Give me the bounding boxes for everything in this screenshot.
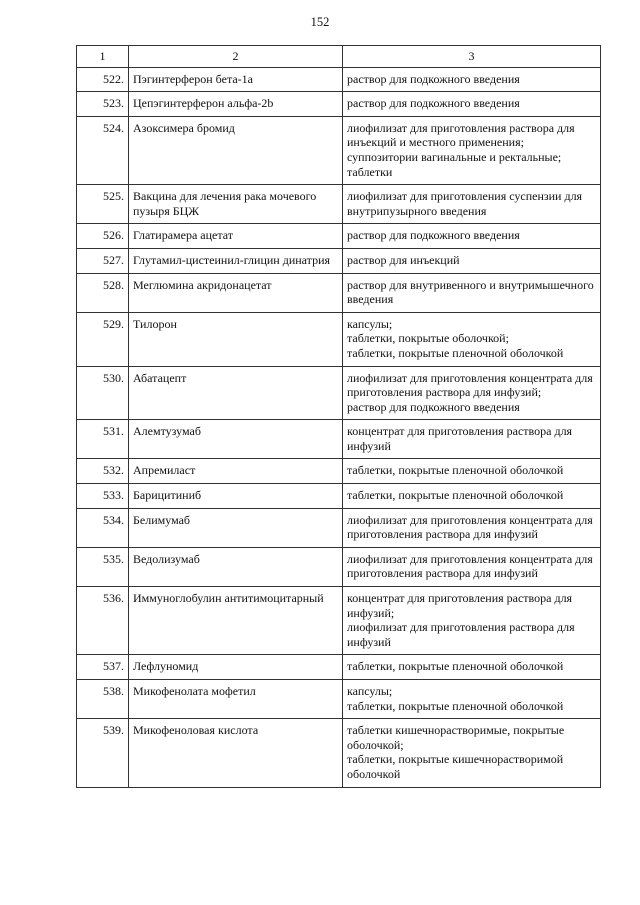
- dosage-forms: [343, 116, 601, 184]
- drug-name: Азоксимера бромид: [129, 116, 343, 184]
- dosage-forms: [343, 587, 601, 655]
- dosage-forms: [343, 680, 601, 719]
- dosage-form-line: раствор для подкожного введения: [347, 228, 520, 243]
- dosage-forms: [343, 312, 601, 366]
- row-number: 538.: [77, 680, 129, 719]
- drug-name: Ведолизумаб: [129, 547, 343, 586]
- drug-name: Глутамил-цистеинил-глицин динатрия: [129, 248, 343, 273]
- table-row: [77, 508, 601, 547]
- row-number: 532.: [77, 459, 129, 484]
- dosage-form-line: таблетки: [347, 164, 393, 179]
- dosage-form-line: таблетки, покрытые пленочной оболочкой: [347, 345, 564, 360]
- dosage-forms: [343, 248, 601, 273]
- row-number: 528.: [77, 273, 129, 312]
- dosage-form-line: капсулы;: [347, 316, 393, 331]
- row-number: 527.: [77, 248, 129, 273]
- row-number: 531.: [77, 420, 129, 459]
- dosage-form-line: раствор для подкожного введения: [347, 399, 520, 414]
- dosage-form-line: концентрат для приготовления раствора для инфузий: [347, 424, 573, 453]
- drug-name: Меглюмина акридонацетат: [129, 273, 343, 312]
- table-row: [77, 366, 601, 420]
- table-row: [77, 248, 601, 273]
- page-number: 152: [310, 15, 330, 29]
- table-row: [77, 420, 601, 459]
- drug-name: Цепэгинтерферон альфа-2b: [129, 92, 343, 117]
- drug-name: Апремиласт: [129, 459, 343, 484]
- drug-name: Лефлуномид: [129, 655, 343, 680]
- row-number: 533.: [77, 484, 129, 509]
- dosage-forms: [343, 224, 601, 249]
- drug-name: Глатирамера ацетат: [129, 224, 343, 249]
- dosage-forms: [343, 719, 601, 787]
- dosage-forms: [343, 273, 601, 312]
- table-row: [77, 67, 601, 92]
- table-row: [77, 92, 601, 117]
- table-row: [77, 185, 601, 224]
- table-row: [77, 680, 601, 719]
- dosage-form-line: лиофилизат для приготовления раствора для инфузий: [347, 620, 575, 649]
- row-number: 537.: [77, 655, 129, 680]
- dosage-form-line: раствор для подкожного введения: [347, 71, 520, 86]
- dosage-form-line: лиофилизат для приготовления суспензии для внутрипузырного введения: [347, 189, 583, 218]
- row-number: 534.: [77, 508, 129, 547]
- dosage-form-line: таблетки, покрытые пленочной оболочкой: [347, 659, 564, 674]
- dosage-forms: [343, 484, 601, 509]
- dosage-form-line: суппозитории вагинальные и ректальные;: [347, 149, 562, 164]
- dosage-form-line: концентрат для приготовления раствора для инфузий;: [347, 591, 573, 620]
- drug-name: Микофеноловая кислота: [129, 719, 343, 787]
- row-number: 522.: [77, 67, 129, 92]
- dosage-forms: [343, 67, 601, 92]
- row-number: 536.: [77, 587, 129, 655]
- row-number: 535.: [77, 547, 129, 586]
- drug-name: Алемтузумаб: [129, 420, 343, 459]
- dosage-form-line: раствор для подкожного введения: [347, 96, 520, 111]
- drug-table: [76, 45, 601, 788]
- table-row: [77, 655, 601, 680]
- dosage-forms: [343, 185, 601, 224]
- table-row: [77, 484, 601, 509]
- row-number: 523.: [77, 92, 129, 117]
- dosage-form-line: раствор для внутривенного и внутримышечного введения: [347, 277, 594, 307]
- row-number: 539.: [77, 719, 129, 787]
- table-row: [77, 116, 601, 184]
- dosage-forms: [343, 508, 601, 547]
- table-row: [77, 587, 601, 655]
- drug-name: Белимумаб: [129, 508, 343, 547]
- dosage-form-line: раствор для инъекций: [347, 252, 460, 267]
- dosage-form-line: капсулы;: [347, 684, 393, 698]
- drug-name: Пэгинтерферон бета-1a: [129, 67, 343, 92]
- drug-name: Тилорон: [129, 312, 343, 366]
- row-number: 526.: [77, 224, 129, 249]
- column-header-name: 2: [129, 46, 343, 68]
- table-row: [77, 459, 601, 484]
- drug-name: Вакцина для лечения рака мочевого пузыря БЦЖ: [129, 185, 343, 224]
- row-number: 525.: [77, 185, 129, 224]
- column-header-number: 1: [77, 46, 129, 68]
- table-row: [77, 719, 601, 787]
- dosage-forms: [343, 459, 601, 484]
- table-row: [77, 224, 601, 249]
- dosage-forms: [343, 420, 601, 459]
- dosage-form-line: таблетки, покрытые кишечнорастворимой оболочкой: [347, 752, 564, 781]
- dosage-form-line: таблетки, покрытые пленочной оболочкой: [347, 463, 564, 478]
- dosage-form-line: таблетки, покрытые оболочкой;: [347, 331, 509, 346]
- table-row: [77, 547, 601, 586]
- drug-name: Барицитиниб: [129, 484, 343, 509]
- dosage-form-line: лиофилизат для приготовления концентрата для приготовления раствора для инфузий;: [347, 370, 593, 400]
- table-header-row: [77, 46, 601, 68]
- drug-name: Микофенолата мофетил: [129, 680, 343, 719]
- dosage-form-line: таблетки кишечнорастворимые, покрытые оболочкой;: [347, 723, 565, 752]
- table-body: [77, 67, 601, 787]
- table-row: [77, 273, 601, 312]
- row-number: 530.: [77, 366, 129, 420]
- row-number: 524.: [77, 116, 129, 184]
- column-header-forms: 3: [343, 46, 601, 68]
- dosage-form-line: лиофилизат для приготовления концентрата для приготовления раствора для инфузий: [347, 512, 593, 542]
- drug-name: Иммуноглобулин антитимоцитарный: [129, 587, 343, 655]
- dosage-form-line: таблетки, покрытые пленочной оболочкой: [347, 698, 564, 713]
- dosage-forms: [343, 655, 601, 680]
- dosage-forms: [343, 547, 601, 586]
- dosage-form-line: лиофилизат для приготовления концентрата для приготовления раствора для инфузий: [347, 551, 593, 581]
- table-row: [77, 312, 601, 366]
- dosage-forms: [343, 92, 601, 117]
- row-number: 529.: [77, 312, 129, 366]
- dosage-form-line: лиофилизат для приготовления раствора для инъекций и местного применения;: [347, 120, 575, 150]
- dosage-forms: [343, 366, 601, 420]
- dosage-form-line: таблетки, покрытые пленочной оболочкой: [347, 488, 564, 503]
- drug-name: Абатацепт: [129, 366, 343, 420]
